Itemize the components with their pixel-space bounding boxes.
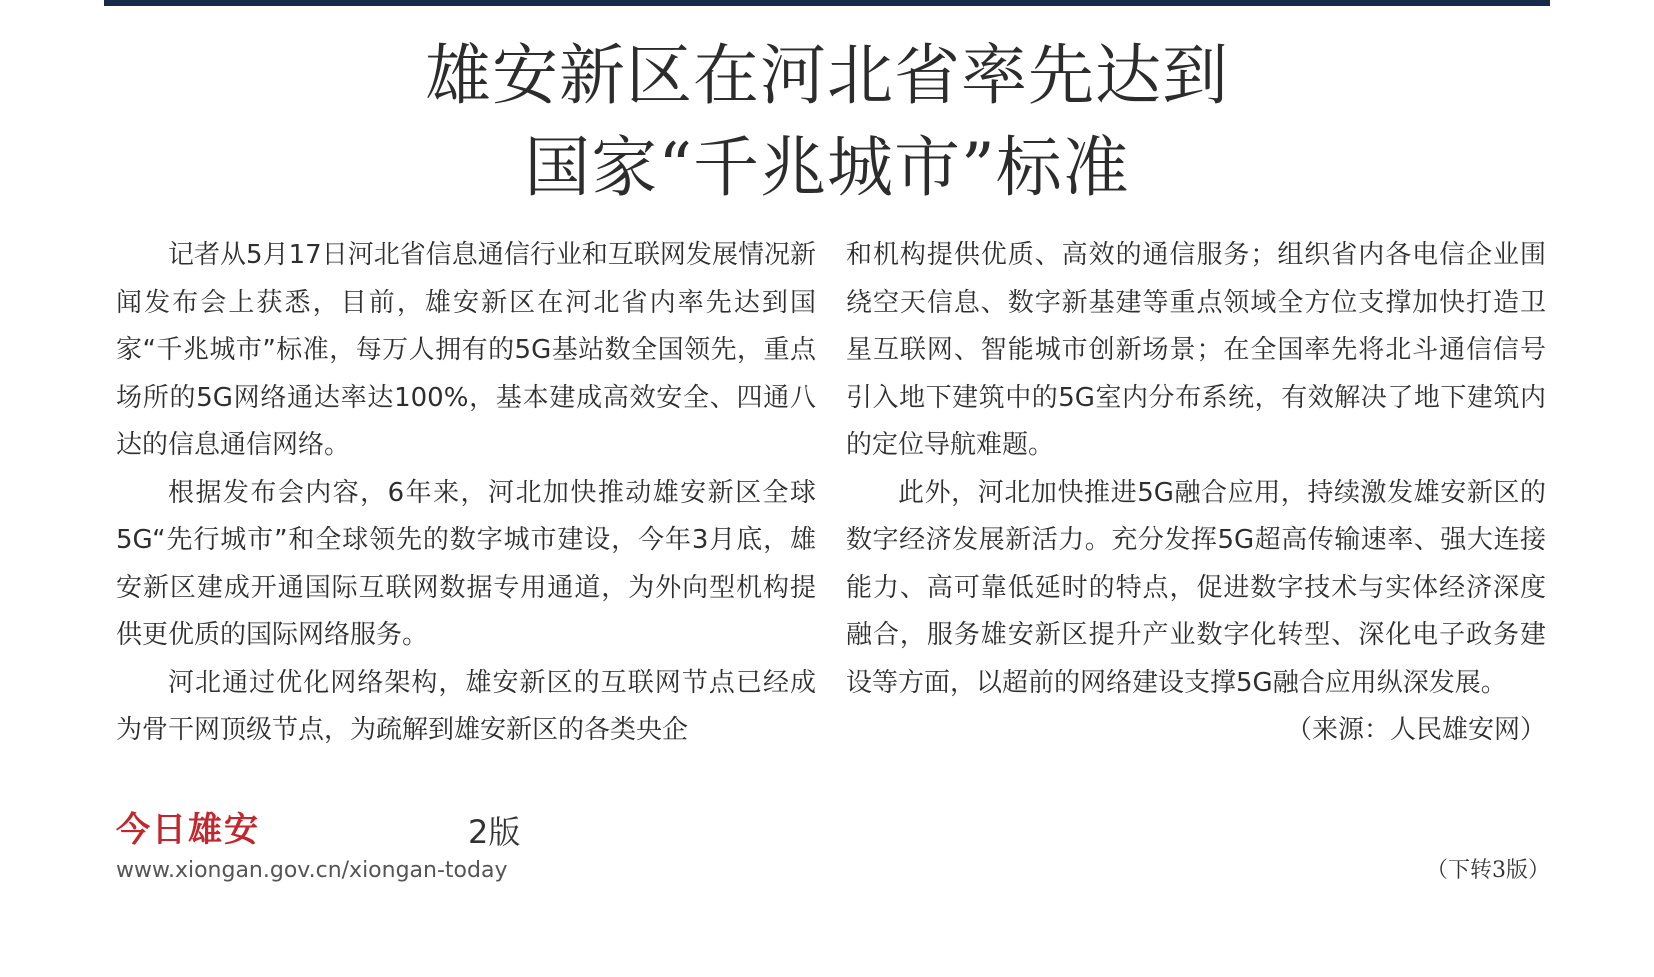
article-right-column [846,232,1546,755]
article-paragraph-3-continued: 和机构提供优质、高效的通信服务；组织省内各电信企业围绕空天信息、数字新基建等重点领域全方位支撑加快打造卫星互联网、智能城市创新场景；在全国率先将北斗通信信号引入地下建筑中的5G室内分布系统，有效解决了地下建筑内的定位导航难题。 [846,240,1546,460]
article-paragraph-4 [846,470,1546,745]
top-rule [104,0,1550,6]
headline [0,30,1654,214]
article-paragraph-4-text: 此外，河北加快推进5G融合应用，持续激发雄安新区的数字经济发展新活力。充分发挥5G超高传输速率、强大连接能力、高可靠低延时的特点，促进数字技术与实体经济深度融合，服务雄安新区提升产业数字化转型、深化电子政务建设等方面，以超前的网络建设支撑5G融合应用纵深发展。 [846,477,1546,698]
brand-logo: 今日雄安 [116,810,260,850]
site-url[interactable]: www.xiongan.gov.cn/xiongan-today [116,858,508,883]
article-paragraph-2: 根据发布会内容，6年来，河北加快推动雄安新区全球5G“先行城市”和全球领先的数字城市建设，今年3月底，雄安新区建成开通国际互联网数据专用通道，为外向型机构提供更优质的国际网络服务。 [116,477,816,650]
continued-note: （下转3版） [1426,858,1550,883]
headline-line-2: 国家“千兆城市”标准 [524,129,1130,206]
article-left-column [116,232,816,755]
article-paragraph-3: 河北通过优化网络架构，雄安新区的互联网节点已经成为骨干网顶级节点，为疏解到雄安新区的各类央企 [116,667,816,745]
page-number: 2版 [468,813,521,851]
headline-line-1: 雄安新区在河北省率先达到 [425,37,1229,114]
article-source: （来源：人民雄安网） [1285,715,1546,745]
article-paragraph-1: 记者从5月17日河北省信息通信行业和互联网发展情况新闻发布会上获悉，目前，雄安新区在河北省内率先达到国家“千兆城市”标准，每万人拥有的5G基站数全国领先，重点场所的5G网络通达率达100%，基本建成高效安全、四通八达的信息通信网络。 [116,240,816,460]
